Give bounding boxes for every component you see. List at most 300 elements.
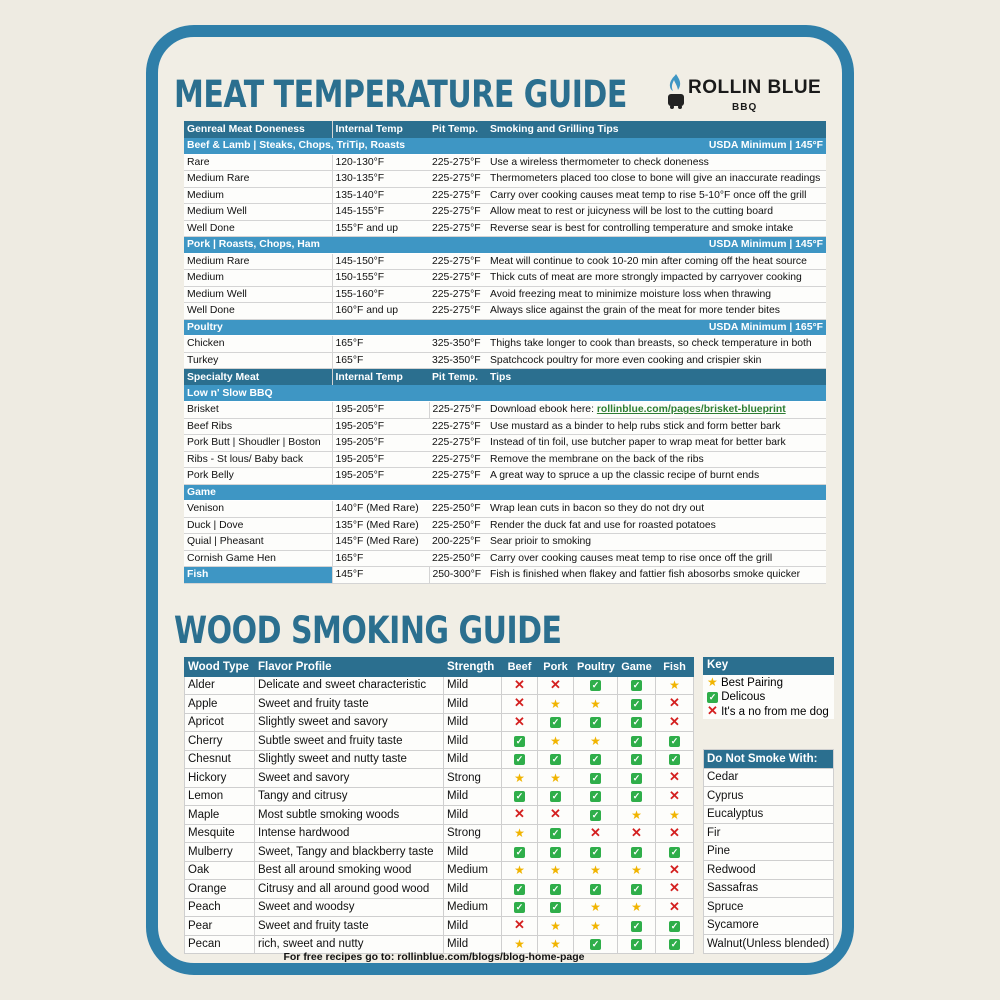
- check-icon: ✓: [632, 735, 641, 746]
- footer-recipes-note: For free recipes go to: rollinblue.com/blogs/blog-home-page: [283, 951, 585, 963]
- table-row: [185, 880, 694, 899]
- check-icon: ✓: [591, 846, 600, 857]
- table-cell: 160°F and up: [332, 303, 429, 320]
- table-cell: Genreal Meat Doneness: [184, 121, 332, 138]
- list-item: [704, 768, 834, 787]
- table-row: [184, 171, 826, 188]
- star-icon: ★: [550, 733, 561, 748]
- table-cell: Pit Temp.: [429, 369, 487, 386]
- table-cell: 165°F: [332, 352, 429, 369]
- list-item: [704, 898, 834, 917]
- check-icon: ✓: [591, 680, 600, 691]
- check-icon: ✓: [632, 846, 641, 857]
- pairing-cell: [502, 713, 538, 732]
- key-no: [703, 704, 834, 719]
- cross-icon: ✕: [514, 806, 525, 822]
- table-cell: Carry over cooking causes meat temp to rise once off the grill: [487, 550, 826, 567]
- pairing-cell: [618, 917, 656, 936]
- table-row: [185, 713, 694, 732]
- key-no-label: It's a no from me dog: [721, 706, 829, 718]
- section-title: Low n' Slow BBQ: [184, 385, 826, 402]
- brand-logo: [664, 70, 824, 120]
- cross-icon: ✕: [590, 824, 601, 840]
- key-best-pairing: [703, 675, 834, 690]
- table-cell: 325-350°F: [429, 336, 487, 353]
- cross-icon: ✕: [550, 806, 561, 822]
- star-icon: ★: [514, 770, 525, 785]
- list-item: [704, 787, 834, 806]
- pairing-cell: [538, 806, 574, 825]
- cross-icon: ✕: [669, 898, 680, 914]
- cross-icon: ✕: [550, 676, 561, 692]
- table-cell: Medium Rare: [184, 171, 332, 188]
- column-header: Strength: [444, 658, 502, 677]
- do-not-smoke-header: [704, 750, 834, 769]
- table-cell: Subtle sweet and fruity taste: [255, 732, 444, 751]
- section-row: [184, 484, 826, 501]
- check-icon: ✓: [591, 717, 600, 728]
- pairing-cell: [618, 843, 656, 862]
- pairing-cell: [656, 695, 694, 714]
- table-row: [185, 769, 694, 788]
- pairing-cell: [656, 769, 694, 788]
- table-cell: Allow meat to rest or juicyness will be lost to the cutting board: [487, 204, 826, 221]
- table-cell: Fish: [184, 567, 332, 584]
- star-icon: ★: [590, 900, 601, 915]
- pairing-cell: [618, 676, 656, 695]
- table-row: [184, 154, 826, 171]
- table-cell: Smoking and Grilling Tips: [487, 121, 826, 138]
- table-cell: Strong: [444, 824, 502, 843]
- star-icon: ★: [669, 807, 680, 822]
- pairing-cell: [656, 824, 694, 843]
- star-icon: ★: [514, 863, 525, 878]
- check-icon: ✓: [591, 939, 600, 950]
- star-icon: ★: [514, 937, 525, 952]
- check-icon: ✓: [632, 939, 641, 950]
- cross-icon: ✕: [514, 713, 525, 729]
- table-row: [184, 468, 826, 485]
- table-cell: 155-160°F: [332, 286, 429, 303]
- table-row: [184, 550, 826, 567]
- cross-icon: ✕: [631, 824, 642, 840]
- table-cell: 225-275°F: [429, 402, 487, 419]
- meat-guide-title: MEAT TEMPERATURE GUIDE: [174, 73, 627, 117]
- pairing-cell: [574, 806, 618, 825]
- table-cell: Remove the membrane on the back of the ribs: [487, 451, 826, 468]
- table-cell: Maple: [185, 806, 255, 825]
- table-cell: Medium: [184, 187, 332, 204]
- column-header: Fish: [656, 658, 694, 677]
- pairing-cell: [502, 676, 538, 695]
- check-icon: ✓: [632, 680, 641, 691]
- pairing-cell: [656, 898, 694, 917]
- table-cell: [487, 402, 826, 419]
- table-cell: Delicate and sweet characteristic: [255, 676, 444, 695]
- table-cell: Sweet and savory: [255, 769, 444, 788]
- wood-header-row: [185, 658, 694, 677]
- table-cell: Brisket: [184, 402, 332, 419]
- pairing-cell: [538, 861, 574, 880]
- table-cell: Mild: [444, 732, 502, 751]
- list-item: [704, 861, 834, 880]
- pairing-cell: [618, 750, 656, 769]
- table-cell: Mild: [444, 935, 502, 954]
- star-icon: ★: [631, 900, 642, 915]
- pairing-cell: [538, 824, 574, 843]
- table-cell: Mild: [444, 750, 502, 769]
- table-cell: Duck | Dove: [184, 517, 332, 534]
- column-header: Pork: [538, 658, 574, 677]
- table-cell: 195-205°F: [332, 402, 429, 419]
- pairing-cell: [574, 695, 618, 714]
- table-cell: Reverse sear is best for controlling temperature and smoke intake: [487, 220, 826, 237]
- table-cell: 225-275°F: [429, 286, 487, 303]
- table-cell: Turkey: [184, 352, 332, 369]
- table-row: [184, 517, 826, 534]
- table-cell: 225-275°F: [429, 451, 487, 468]
- cross-icon: ✕: [514, 676, 525, 692]
- table-row: [185, 843, 694, 862]
- star-icon: ★: [590, 733, 601, 748]
- star-icon: ★: [550, 770, 561, 785]
- cross-icon: ✕: [669, 824, 680, 840]
- pairing-cell: [574, 898, 618, 917]
- table-cell: Spruce: [704, 898, 834, 917]
- cross-icon: ✕: [514, 695, 525, 711]
- meat-temperature-table: [184, 121, 826, 584]
- key-title: Key: [703, 657, 834, 675]
- pairing-cell: [618, 806, 656, 825]
- table-row: [184, 286, 826, 303]
- pairing-cell: [502, 787, 538, 806]
- table-cell: Intense hardwood: [255, 824, 444, 843]
- table-cell: 225-275°F: [429, 220, 487, 237]
- magnet-card: [146, 25, 854, 975]
- table-row: [185, 917, 694, 936]
- star-icon: ★: [550, 918, 561, 933]
- pairing-cell: [502, 695, 538, 714]
- pairing-cell: [574, 824, 618, 843]
- cross-icon: ✕: [669, 695, 680, 711]
- table-cell: 135-140°F: [332, 187, 429, 204]
- pairing-cell: [618, 898, 656, 917]
- table-cell: Thick cuts of meat are more strongly impacted by carryover cooking: [487, 270, 826, 287]
- table-cell: Sycamore: [704, 916, 834, 935]
- smoker-flame-icon: [664, 72, 688, 110]
- pairing-cell: [574, 713, 618, 732]
- table-cell: Instead of tin foil, use butcher paper to wrap meat for better bark: [487, 435, 826, 452]
- star-icon: ★: [514, 826, 525, 841]
- check-icon: ✓: [632, 772, 641, 783]
- pairing-cell: [502, 732, 538, 751]
- check-icon: ✓: [632, 717, 641, 728]
- table-cell: Redwood: [704, 861, 834, 880]
- table-row: [185, 861, 694, 880]
- check-icon: ✓: [551, 717, 560, 728]
- table-row: [184, 187, 826, 204]
- table-cell: Well Done: [184, 220, 332, 237]
- pairing-cell: [538, 787, 574, 806]
- section-title: Pork | Roasts, Chops, Ham: [184, 237, 487, 254]
- table-cell: 225-275°F: [429, 204, 487, 221]
- table-cell: Beef Ribs: [184, 418, 332, 435]
- ebook-link[interactable]: rollinblue.com/pages/brisket-blueprint: [596, 404, 786, 416]
- check-icon: ✓: [632, 920, 641, 931]
- column-header: Game: [618, 658, 656, 677]
- table-cell: Sweet, Tangy and blackberry taste: [255, 843, 444, 862]
- table-cell: Thermometers placed too close to bone will give an inaccurate readings: [487, 171, 826, 188]
- table-cell: Pecan: [185, 935, 255, 954]
- table-cell: Sassafras: [704, 879, 834, 898]
- table-cell: Sweet and fruity taste: [255, 695, 444, 714]
- star-icon: ★: [590, 918, 601, 933]
- pairing-cell: [502, 917, 538, 936]
- table-cell: Internal Temp: [332, 121, 429, 138]
- table-cell: Pit Temp.: [429, 121, 487, 138]
- pairing-cell: [574, 732, 618, 751]
- table-row: [185, 787, 694, 806]
- table-row: [185, 676, 694, 695]
- pairing-cell: [618, 880, 656, 899]
- table-cell: 195-205°F: [332, 451, 429, 468]
- table-cell: Mild: [444, 695, 502, 714]
- table-cell: Apricot: [185, 713, 255, 732]
- pairing-cell: [618, 861, 656, 880]
- usda-minimum: USDA Minimum | 145°F: [487, 138, 826, 155]
- table-row: [184, 451, 826, 468]
- key-delicious-label: Delicous: [721, 690, 766, 703]
- star-icon: ★: [590, 863, 601, 878]
- pairing-cell: [618, 695, 656, 714]
- section-title: Poultry: [184, 319, 487, 336]
- pairing-cell: [574, 843, 618, 862]
- table-cell: Slightly sweet and savory: [255, 713, 444, 732]
- pairing-cell: [574, 750, 618, 769]
- pairing-cell: [502, 750, 538, 769]
- table-cell: 120-130°F: [332, 154, 429, 171]
- section-row: [184, 237, 826, 254]
- table-cell: Render the duck fat and use for roasted potatoes: [487, 517, 826, 534]
- table-cell: Mild: [444, 917, 502, 936]
- star-icon: ★: [631, 807, 642, 822]
- pairing-cell: [538, 713, 574, 732]
- star-icon: ★: [550, 937, 561, 952]
- table-cell: Eucalyptus: [704, 805, 834, 824]
- specialty-header-row: [184, 369, 826, 386]
- table-cell: 145-150°F: [332, 253, 429, 270]
- check-icon: ✓: [551, 846, 560, 857]
- table-cell: 195-205°F: [332, 468, 429, 485]
- table-cell: Cornish Game Hen: [184, 550, 332, 567]
- pairing-cell: [502, 861, 538, 880]
- list-item: [704, 935, 834, 954]
- table-cell: 150-155°F: [332, 270, 429, 287]
- table-cell: Wrap lean cuts in bacon so they do not dry out: [487, 501, 826, 518]
- pairing-cell: [656, 787, 694, 806]
- check-icon: ✓: [551, 828, 560, 839]
- table-cell: 225-250°F: [429, 517, 487, 534]
- table-cell: 155°F and up: [332, 220, 429, 237]
- table-cell: Mild: [444, 843, 502, 862]
- pairing-cell: [502, 806, 538, 825]
- pairing-cell: [618, 769, 656, 788]
- pairing-cell: [656, 676, 694, 695]
- check-icon: ✓: [591, 883, 600, 894]
- table-row: [185, 750, 694, 769]
- check-icon: ✓: [591, 791, 600, 802]
- pairing-cell: [538, 880, 574, 899]
- pairing-cell: [538, 843, 574, 862]
- table-cell: Strong: [444, 769, 502, 788]
- list-item: [704, 916, 834, 935]
- table-cell: Tips: [487, 369, 826, 386]
- pairing-cell: [618, 713, 656, 732]
- pairing-cell: [502, 898, 538, 917]
- check-icon: ✓: [670, 735, 679, 746]
- table-cell: 165°F: [332, 336, 429, 353]
- usda-minimum: USDA Minimum | 145°F: [487, 237, 826, 254]
- table-cell: Meat will continue to cook 10-20 min after coming off the heat source: [487, 253, 826, 270]
- table-cell: Rare: [184, 154, 332, 171]
- table-cell: Always slice against the grain of the meat for more tender bites: [487, 303, 826, 320]
- table-row: [184, 567, 826, 584]
- table-cell: 195-205°F: [332, 435, 429, 452]
- pairing-cell: [538, 695, 574, 714]
- check-icon: ✓: [515, 754, 524, 765]
- check-icon: ✓: [515, 846, 524, 857]
- pairing-cell: [574, 917, 618, 936]
- column-header: Poultry: [574, 658, 618, 677]
- star-icon: ★: [631, 863, 642, 878]
- table-cell: 225-275°F: [429, 270, 487, 287]
- wood-key-legend: [703, 657, 834, 719]
- table-cell: Carry over cooking causes meat temp to rise 5-10°F once off the grill: [487, 187, 826, 204]
- table-cell: Medium: [184, 270, 332, 287]
- pairing-cell: [574, 787, 618, 806]
- table-cell: Chesnut: [185, 750, 255, 769]
- wood-guide-title: WOOD SMOKING GUIDE: [174, 609, 562, 653]
- check-icon: ✓: [551, 791, 560, 802]
- pairing-cell: [538, 732, 574, 751]
- table-cell: Cyprus: [704, 787, 834, 806]
- column-header: Beef: [502, 658, 538, 677]
- pairing-cell: [618, 824, 656, 843]
- table-row: [185, 732, 694, 751]
- check-icon: ✓: [632, 754, 641, 765]
- check-icon: ✓: [551, 754, 560, 765]
- pairing-cell: [656, 732, 694, 751]
- table-cell: Peach: [185, 898, 255, 917]
- pairing-cell: [502, 769, 538, 788]
- table-cell: Apple: [185, 695, 255, 714]
- table-cell: Hickory: [185, 769, 255, 788]
- table-cell: Mild: [444, 713, 502, 732]
- pairing-cell: [656, 713, 694, 732]
- table-cell: 145°F: [332, 567, 429, 584]
- check-icon: ✓: [670, 939, 679, 950]
- table-cell: Well Done: [184, 303, 332, 320]
- column-header: Do Not Smoke With:: [704, 750, 834, 769]
- table-row: [184, 204, 826, 221]
- table-cell: 145-155°F: [332, 204, 429, 221]
- table-cell: Pear: [185, 917, 255, 936]
- table-cell: Tangy and citrusy: [255, 787, 444, 806]
- table-cell: Best all around smoking wood: [255, 861, 444, 880]
- pairing-cell: [502, 880, 538, 899]
- check-icon: ✓: [708, 691, 717, 702]
- table-cell: Sear prioir to smoking: [487, 534, 826, 551]
- pairing-cell: [618, 787, 656, 806]
- do-not-smoke-table: [703, 749, 834, 954]
- table-row: [185, 806, 694, 825]
- table-cell: 145°F (Med Rare): [332, 534, 429, 551]
- key-best-label: Best Pairing: [720, 677, 783, 689]
- pairing-cell: [502, 843, 538, 862]
- table-cell: Use a wireless thermometer to check doneness: [487, 154, 826, 171]
- brand-name: ROLLIN BLUE: [688, 77, 822, 98]
- table-cell: 225-275°F: [429, 418, 487, 435]
- table-row: [185, 824, 694, 843]
- list-item: [704, 879, 834, 898]
- check-icon: ✓: [670, 920, 679, 931]
- check-icon: ✓: [670, 846, 679, 857]
- table-cell: Use mustard as a binder to help rubs stick and form better bark: [487, 418, 826, 435]
- table-cell: Cherry: [185, 732, 255, 751]
- table-row: [184, 220, 826, 237]
- pairing-cell: [574, 676, 618, 695]
- pairing-cell: [656, 843, 694, 862]
- table-cell: 195-205°F: [332, 418, 429, 435]
- table-row: [184, 270, 826, 287]
- table-cell: Medium: [444, 898, 502, 917]
- pairing-cell: [538, 750, 574, 769]
- table-cell: Oak: [185, 861, 255, 880]
- table-row: [185, 898, 694, 917]
- table-cell: Most subtle smoking woods: [255, 806, 444, 825]
- table-cell: Medium: [444, 861, 502, 880]
- table-row: [184, 352, 826, 369]
- pairing-cell: [538, 769, 574, 788]
- pairing-cell: [538, 898, 574, 917]
- section-row: [184, 138, 826, 155]
- table-cell: Venison: [184, 501, 332, 518]
- check-icon: ✓: [515, 735, 524, 746]
- wood-smoking-table: [184, 657, 694, 954]
- table-cell: 225-275°F: [429, 468, 487, 485]
- pairing-cell: [656, 917, 694, 936]
- brand-subtitle: BBQ: [732, 102, 758, 113]
- section-title: Game: [184, 484, 826, 501]
- table-row: [184, 336, 826, 353]
- column-header: Wood Type: [185, 658, 255, 677]
- list-item: [704, 805, 834, 824]
- table-cell: 225-275°F: [429, 171, 487, 188]
- table-cell: Mild: [444, 676, 502, 695]
- table-cell: A great way to spruce a up the classic recipe of burnt ends: [487, 468, 826, 485]
- star-icon: ★: [550, 696, 561, 711]
- check-icon: ✓: [551, 883, 560, 894]
- table-cell: 225-275°F: [429, 253, 487, 270]
- table-cell: 165°F: [332, 550, 429, 567]
- pairing-cell: [656, 861, 694, 880]
- table-cell: Mulberry: [185, 843, 255, 862]
- check-icon: ✓: [515, 902, 524, 913]
- table-cell: Alder: [185, 676, 255, 695]
- table-cell: Spatchcock poultry for more even cooking and crispier skin: [487, 352, 826, 369]
- guide-content: [174, 37, 830, 963]
- meat-header-row: [184, 121, 826, 138]
